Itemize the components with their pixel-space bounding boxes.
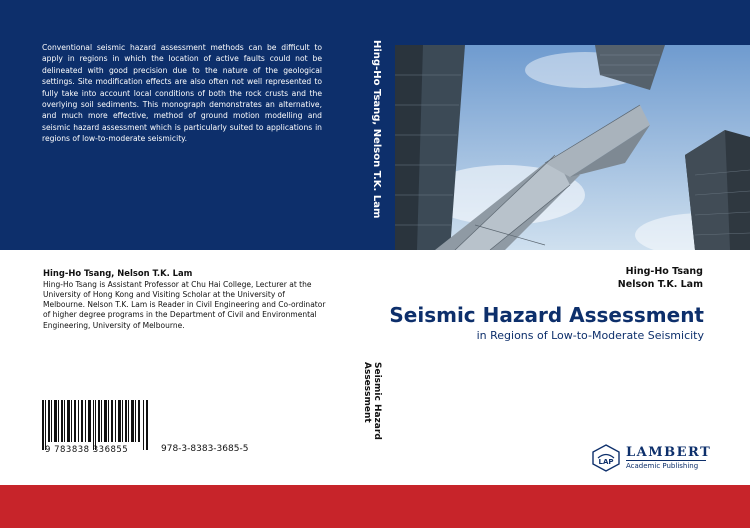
publisher-subtitle: Academic Publishing (626, 462, 699, 470)
back-author-bio: Hing-Ho Tsang is Assistant Professor at Chu Hai College, Lecturer at the University of Hong Kong and Visiting Scholar at the University of Melbourne. Nelson T.K. Lam is Reader in Civil Engineering and Co-ordinator of higher degree programs in the Department of Civil and Environmental Engineering, University of Melbourne. (43, 280, 326, 330)
barcode-digits: 9 783838 336855 (45, 445, 129, 455)
publisher-rule (626, 460, 706, 461)
back-cover-blurb: Conventional seismic hazard assessment methods can be difficult to apply in regions in which the location of active faults could not be delineated with good precision due to the nature of the geological settings. Site modification effects are also often not well represented to fully take into account local conditions of both the rock crusts and the overlying soil sediments. This monograph demonstrates an alternative, and much more effective, method of ground motion modelling and seismic hazard assessment which is particularly suited to applications in regions of low-to-moderate seismicity. (42, 43, 322, 144)
spine-authors: Hing-Ho Tsang, Nelson T.K. Lam (371, 40, 382, 219)
publisher-emblem-text: LAP (598, 458, 614, 466)
isbn-number: 978-3-8383-3685-5 (161, 444, 249, 454)
publisher-logo-icon (590, 443, 622, 473)
front-title: Seismic Hazard Assessment (389, 303, 704, 327)
spine-title: Seismic Hazard Assessment (362, 362, 382, 440)
bottom-red-band (0, 485, 750, 528)
front-author-2: Nelson T.K. Lam (617, 279, 703, 290)
front-subtitle: in Regions of Low-to-Moderate Seismicity (476, 329, 704, 342)
front-author-1: Hing-Ho Tsang (625, 266, 703, 277)
cover-photo-skyscrapers (395, 45, 750, 250)
back-authors: Hing-Ho Tsang, Nelson T.K. Lam (43, 268, 193, 278)
publisher-name: LAMBERT (626, 445, 712, 460)
